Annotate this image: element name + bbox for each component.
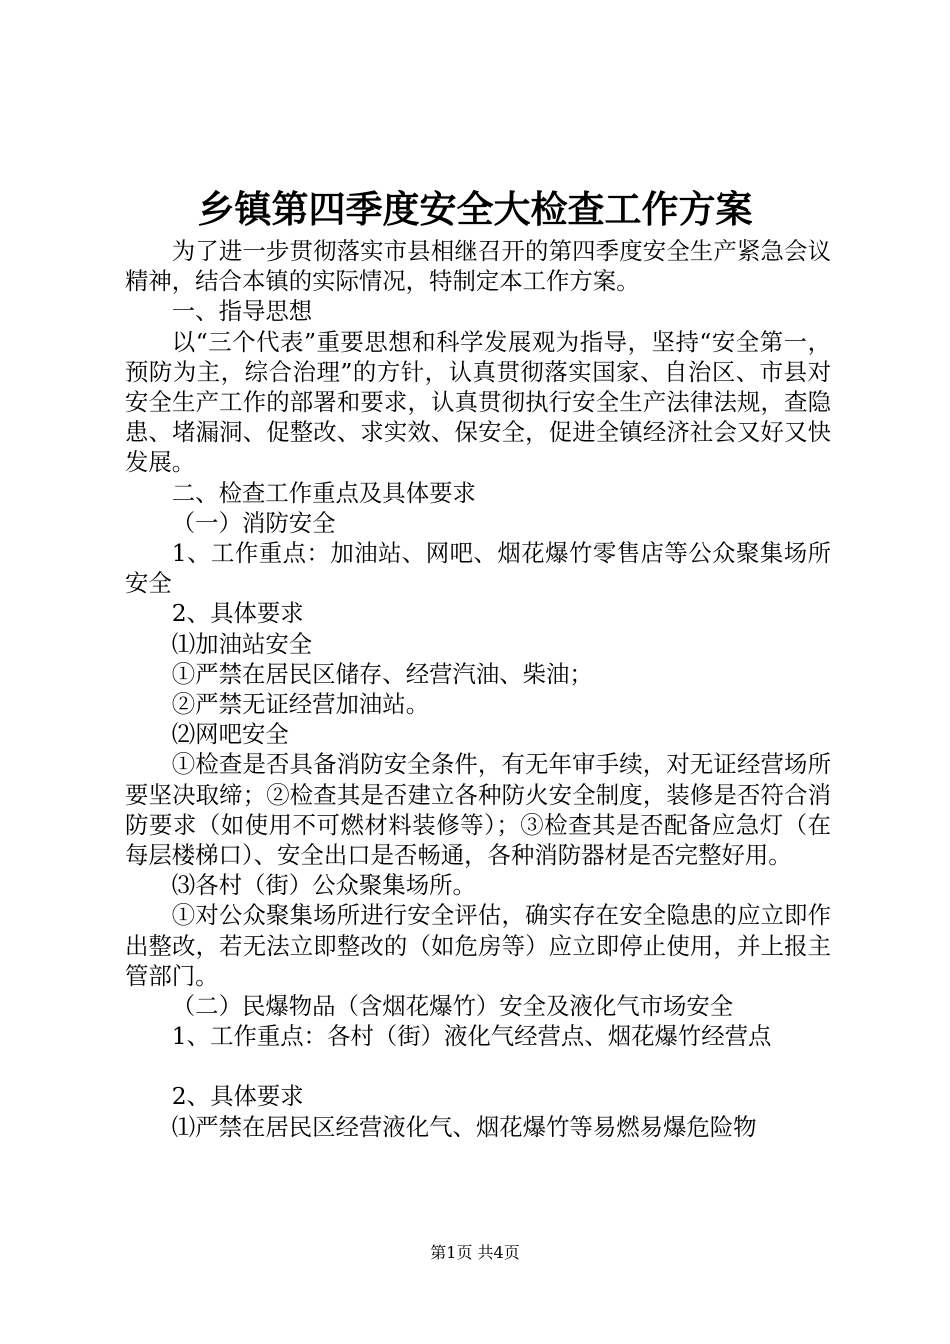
item-internet-cafe-details: ①检查是否具备消防安全条件，有无年审手续，对无证经营场所要坚决取缔；②检查其是否建立各种防火安全制度，装修是否符合消防要求（如使用不可燃材料装修等）；③检查其是否配备应急灯（在每层楼梯口）、安全出口是否畅通，各种消防器材是否完整好用。	[125, 750, 831, 870]
item-gas-station-1: ①严禁在居民区储存、经营汽油、柴油；	[171, 659, 593, 688]
item-public-venues-details: ①对公众聚集场所进行安全评估，确实存在安全隐患的应立即作出整改，若无法立即整改的（如危房等）应立即停止使用，并上报主管部门。	[125, 901, 831, 990]
document-title: 乡镇第四季度安全大检查工作方案	[197, 187, 753, 231]
heading-guiding-thought: 一、指导思想	[171, 297, 313, 326]
paragraph-fire-requirements: 2、具体要求	[171, 599, 304, 628]
heading-inspection-focus: 二、检查工作重点及具体要求	[171, 478, 476, 507]
item-internet-cafe: ⑵网吧安全	[171, 720, 289, 749]
page-footer: 第1页 共4页	[430, 1243, 520, 1262]
item-gas-station: ⑴加油站安全	[171, 629, 313, 658]
paragraph-intro: 为了进一步贯彻落实市县相继召开的第四季度安全生产紧急会议精神，结合本镇的实际情况，特制定本工作方案。	[125, 237, 831, 296]
item-explosives-1: ⑴严禁在居民区经营液化气、烟花爆竹等易燃易爆危险物	[171, 1112, 757, 1141]
paragraph-explosives-requirements: 2、具体要求	[171, 1082, 304, 1111]
subheading-explosives-lpg: （二）民爆物品（含烟花爆竹）安全及液化气市场安全	[171, 992, 734, 1021]
paragraph-fire-focus: 1、工作重点：加油站、网吧、烟花爆竹零售店等公众聚集场所安全	[125, 539, 831, 598]
item-public-venues: ⑶各村（街）公众聚集场所。	[171, 871, 476, 900]
item-gas-station-2: ②严禁无证经营加油站。	[171, 690, 430, 719]
paragraph-explosives-focus: 1、工作重点：各村（街）液化气经营点、烟花爆竹经营点	[171, 1022, 772, 1051]
document-body	[125, 236, 831, 1142]
paragraph-guiding-thought: 以“三个代表”重要思想和科学发展观为指导，坚持“安全第一，预防为主，综合治理”的方针，认真贯彻落实国家、自治区、市县对安全生产工作的部署和要求，认真贯彻执行安全生产法律法规，查隐患、堵漏洞、促整改、求实效、保安全，促进全镇经济社会又好又快发展。	[125, 327, 831, 477]
subheading-fire-safety: （一）消防安全	[171, 508, 336, 537]
